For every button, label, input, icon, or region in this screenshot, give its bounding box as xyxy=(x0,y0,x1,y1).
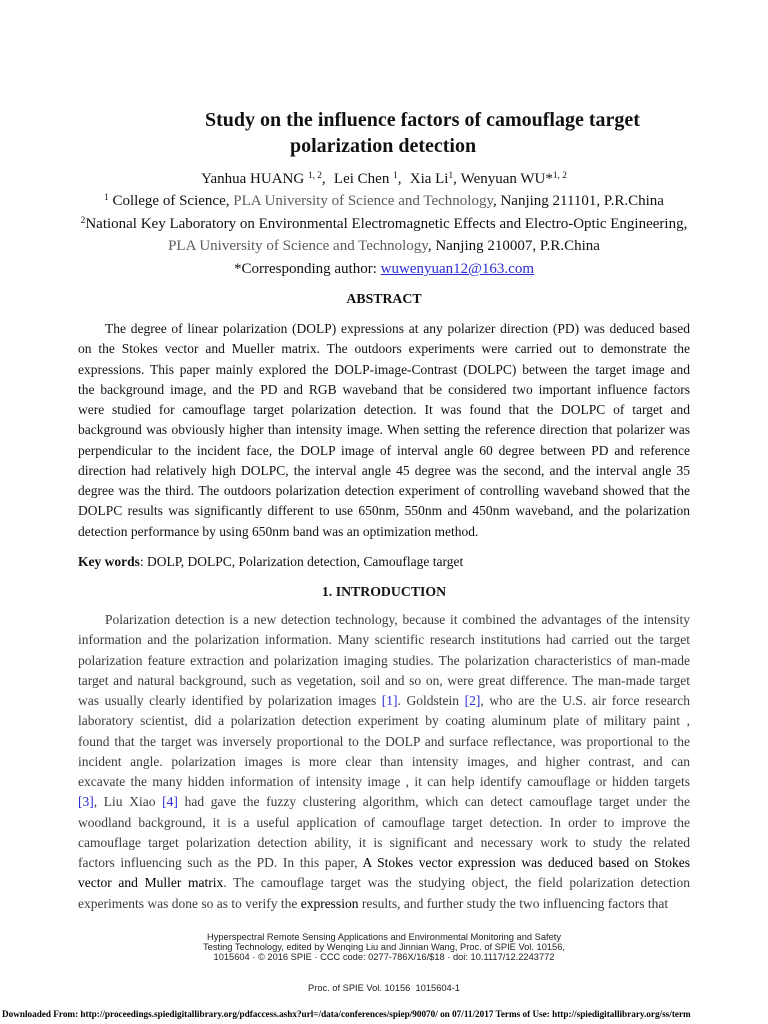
introduction-line xyxy=(78,752,690,772)
affiliation-department: College of Science, xyxy=(108,193,234,209)
introduction-line xyxy=(78,610,690,630)
keywords-list: : DOLP, DOLPC, Polarization detection, Camouflage target xyxy=(139,554,464,569)
author-name: Wenyuan WU* xyxy=(460,171,553,187)
affiliation-superscript: 1, 2 xyxy=(552,170,567,181)
text-run: target and natural background, such as vegetation, soil and so on, were great difference. The man-made target xyxy=(78,672,690,688)
keywords-label: Key words xyxy=(78,554,140,569)
emphasized-text: vector and Muller matrix xyxy=(78,875,224,891)
text-run: information and the polarization information. Many scientific research institutions had carried out the target xyxy=(78,632,690,648)
abstract-line xyxy=(78,501,690,521)
abstract-line xyxy=(78,522,690,542)
abstract-line xyxy=(78,481,690,501)
corresponding-author xyxy=(0,259,768,279)
affiliation-address: , Nanjing 211101, P.R.China xyxy=(492,193,664,209)
affiliation-1 xyxy=(0,191,768,211)
introduction-line xyxy=(78,772,690,792)
author-name: Xia Li xyxy=(409,171,449,187)
text-run: on the Stokes vector and Mueller matrix. The outdoors experiments were carried out to demonstrate the xyxy=(78,341,690,357)
abstract-line xyxy=(78,380,690,400)
paper-title xyxy=(0,108,768,158)
author-separator: , xyxy=(321,171,326,187)
citation-link[interactable]: [3] xyxy=(78,794,94,810)
page-number: Proc. of SPIE Vol. 10156 1015604-1 xyxy=(308,983,460,993)
section-heading: 1. INTRODUCTION xyxy=(321,584,447,599)
text-run: incident angle. polarization images is more clear than intensity images, and higher contrast, and can xyxy=(78,753,690,769)
abstract-line xyxy=(78,461,690,481)
download-notice: Downloaded From: http://proceedings.spiedigitallibrary.org/pdfaccess.ashx?url=/data/conferences/spiep/90070/ on 07/11/2017 Terms of Use: http://spiedigitallibrary.org/ss/term xyxy=(2,1009,691,1019)
footer-line: Testing Technology, edited by Wenqing Liu and Jinnian Wang, Proc. of SPIE Vol. 10156, xyxy=(203,942,565,952)
introduction-body xyxy=(78,610,690,914)
author-name: Lei Chen xyxy=(333,171,394,187)
text-run: , who are the U.S. air force research xyxy=(480,693,690,708)
affiliation-superscript: 1 xyxy=(104,192,109,203)
text-run: experiments was done so as to verify the xyxy=(78,895,301,911)
citation-link[interactable]: [2] xyxy=(464,693,481,708)
text-run: had gave the fuzzy clustering algorithm, which can detect camouflage target under the xyxy=(177,794,690,810)
text-run: . The camouflage target was the studying object, the field polarization detection xyxy=(223,875,690,891)
corresponding-label: *Corresponding author: xyxy=(233,261,381,277)
text-run: factors influencing such as the PD. In this paper, xyxy=(78,855,363,870)
introduction-line xyxy=(78,792,690,812)
emphasized-text: expression xyxy=(300,895,359,911)
author-list xyxy=(0,169,768,189)
text-run: degree was the third. The outdoors polarization detection experiment of controlling waveband showed that the xyxy=(78,483,690,498)
affiliation-institution: PLA University of Science and Technology xyxy=(168,238,428,254)
affiliation-institution: PLA University of Science and Technology xyxy=(233,193,493,209)
introduction-line xyxy=(78,894,690,914)
keywords xyxy=(78,552,463,572)
abstract-line xyxy=(78,339,690,359)
emphasized-text: A Stokes vector expression was deduced based on Stokes xyxy=(362,855,690,870)
abstract-line xyxy=(78,420,690,440)
abstract-heading: ABSTRACT xyxy=(346,291,422,306)
affiliation-department: National Key Laboratory on Environmental Electromagnetic Effects and Electro-Optic Engineering, xyxy=(85,216,688,232)
introduction-line xyxy=(78,873,690,893)
affiliation-2-continued xyxy=(0,236,768,256)
introduction-line xyxy=(78,630,690,650)
text-run: polarization feature extraction and polarization imaging studies. The polarization characteristics of man-made xyxy=(78,652,690,668)
author-name: Yanhua HUANG xyxy=(201,171,308,187)
text-run: DOLPC results was significantly different to use 650nm, 550nm and 450nm waveband, and the polarization xyxy=(78,503,690,519)
abstract-line xyxy=(78,319,690,339)
text-run: found that the target was inversely proportional to the DOLP and surface reflectance, was proportional to the xyxy=(78,733,690,749)
title-line: Study on the influence factors of camouflage target xyxy=(205,109,640,131)
text-run: was usually clearly identified by polarization images xyxy=(78,693,382,708)
text-run: camouflage target polarization detection ability, it is significant and necessary work to study the related xyxy=(78,834,690,850)
introduction-line xyxy=(78,651,690,671)
text-run: background was obviously higher than intensity image. When setting the reference direction that polarizer was xyxy=(78,422,690,438)
text-run: were studied for camouflage target polarization detection. It was found that the DOLPC of target and xyxy=(78,402,690,417)
author-separator: , xyxy=(453,171,457,187)
text-run: woodland background, it is a useful application of camouflage target detection. In order to improve the xyxy=(78,814,690,830)
introduction-line xyxy=(78,813,690,833)
text-run: expressions. This paper mainly explored the DOLP-image-Contrast (DOLPC) between the target image and xyxy=(78,361,690,377)
introduction-line xyxy=(78,853,690,873)
author-separator: , xyxy=(397,171,402,187)
introduction-line xyxy=(78,732,690,752)
text-run: laboratory scientist, did a polarization detection experiment by coating aluminum plate of military paint , xyxy=(78,713,690,729)
text-run: direction had relatively high DOLPC, the interval angle 45 degree was the second, and the interval angle 35 xyxy=(78,462,690,478)
text-run: the background image, and the PD and RGB waveband that be considered two important influence factors xyxy=(78,381,690,397)
introduction-line xyxy=(78,711,690,731)
text-run: detection performance by using 650nm band was an optimization method. xyxy=(78,523,479,539)
abstract-line xyxy=(78,441,690,461)
affiliation-superscript: 1, 2 xyxy=(307,170,322,181)
abstract-line xyxy=(78,360,690,380)
publication-footer xyxy=(0,932,768,962)
affiliation-address: , Nanjing 210007, P.R.China xyxy=(427,238,600,254)
affiliation-superscript: 2 xyxy=(80,215,86,226)
text-run: The degree of linear polarization (DOLP) expressions at any polarizer direction (PD) was deduced based xyxy=(105,321,690,336)
text-run: excavate the many hidden information of intensity image , it can help identify camouflage or hidden targets xyxy=(78,774,690,789)
affiliation-superscript: 1 xyxy=(393,170,398,181)
introduction-line xyxy=(78,691,690,711)
title-line: polarization detection xyxy=(290,135,477,157)
text-run: , Liu Xiao xyxy=(93,794,163,810)
footer-line: 1015604 · © 2016 SPIE · CCC code: 0277-786X/16/$18 · doi: 10.1117/12.2243772 xyxy=(213,952,555,962)
text-run: results, and further study the two influencing factors that xyxy=(358,895,669,911)
text-run: Polarization detection is a new detection technology, because it combined the advantages of the intensity xyxy=(105,612,690,627)
text-run: . Goldstein xyxy=(397,693,465,708)
affiliation-2 xyxy=(0,214,768,234)
footer-line: Hyperspectral Remote Sensing Applications and Environmental Monitoring and Safety xyxy=(207,932,561,942)
text-run: perpendicular to the incident face, the DOLP image of interval angle 60 degree between PD and reference xyxy=(78,442,690,458)
introduction-line xyxy=(78,833,690,853)
citation-link[interactable]: [4] xyxy=(162,794,178,810)
citation-link[interactable]: [1] xyxy=(381,693,398,708)
abstract-body xyxy=(78,319,690,542)
abstract-line xyxy=(78,400,690,420)
introduction-line xyxy=(78,671,690,691)
affiliation-superscript: 1 xyxy=(448,170,454,181)
email-link[interactable]: wuwenyuan12@163.com xyxy=(380,261,535,277)
